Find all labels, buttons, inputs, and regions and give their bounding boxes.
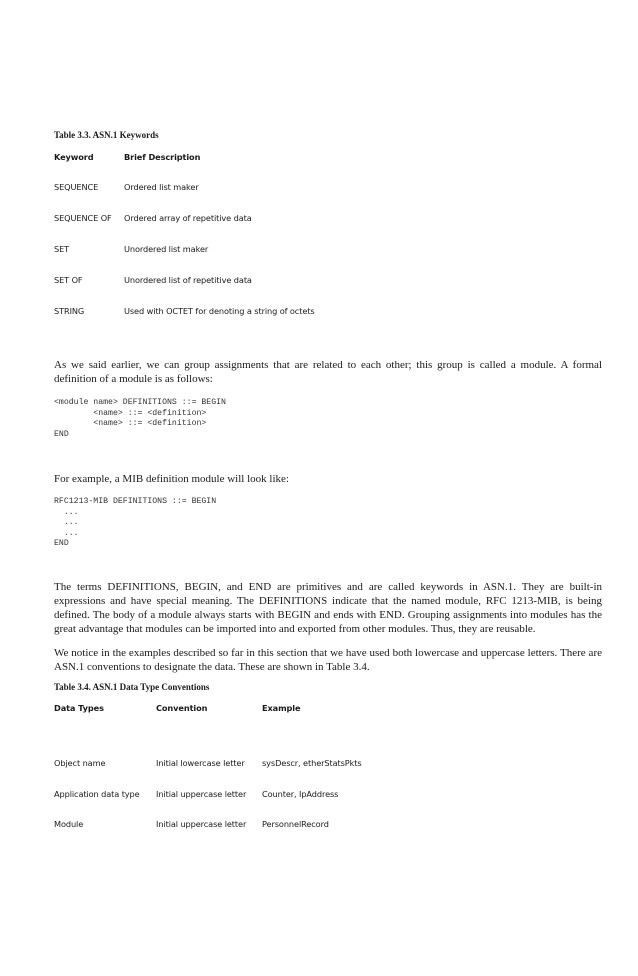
- table-row-description: Unordered list of repetitive data: [124, 275, 252, 285]
- table-row-convention: Initial uppercase letter: [156, 789, 247, 799]
- code-line: RFC1213-MIB DEFINITIONS ::= BEGIN: [54, 497, 217, 506]
- table-row-description: Used with OCTET for denoting a string of octets: [124, 306, 315, 316]
- table-row-example: Counter, IpAddress: [262, 789, 339, 799]
- code-line: ...: [54, 518, 79, 527]
- table-row-keyword: STRING: [54, 306, 85, 316]
- code-line: ...: [54, 528, 79, 538]
- table-row-description: Ordered array of repetitive data: [124, 213, 252, 223]
- table-row-data-type: Application data type: [54, 789, 140, 799]
- table-3-3-header-description: Brief Description: [124, 152, 201, 162]
- table-row-keyword: SEQUENCE OF: [54, 213, 112, 223]
- table-row-convention: Initial uppercase letter: [156, 819, 247, 829]
- table-row-keyword: SEQUENCE: [54, 182, 99, 192]
- table-3-4-caption: Table 3.4. ASN.1 Data Type Conventions: [54, 682, 210, 692]
- paragraph-keywords-explanation: The terms DEFINITIONS, BEGIN, and END are primitives and are called keywords in ASN.1. They are built-in expressions and have special meaning. The DEFINITIONS indicate that the named module, RFC 1213-MIB, is being defined. The body of a module always starts with BEGIN and ends with END. Grouping assignments into modules has the great advantage that modules can be imported into and exported from other modules. Thus, they are reusable.: [54, 581, 602, 635]
- code-line: <name> ::= <definition>: [54, 408, 207, 418]
- table-3-4-header-data-types: Data Types: [54, 703, 104, 713]
- code-line: END: [54, 429, 69, 439]
- table-3-3-header-keyword: Keyword: [54, 152, 94, 162]
- paragraph-module-definition: As we said earlier, we can group assignments that are related to each other; this group is called a module. A formal definition of a module is as follows:: [54, 359, 602, 385]
- code-line: END: [54, 539, 69, 548]
- table-row-description: Unordered list maker: [124, 244, 209, 254]
- table-3-4-header-example: Example: [262, 703, 301, 713]
- table-3-4-header-convention: Convention: [156, 703, 208, 713]
- code-line: <name> ::= <definition>: [54, 419, 207, 428]
- code-block-mib-example: [54, 497, 216, 550]
- code-block-module-syntax: [54, 398, 226, 440]
- table-3-3-caption: Table 3.3. ASN.1 Keywords: [54, 130, 159, 140]
- code-line: <module name> DEFINITIONS ::= BEGIN: [54, 398, 226, 407]
- paragraph-conventions-intro: We notice in the examples described so far in this section that we have used both lowercase and uppercase letters. There are ASN.1 conventions to designate the data. These are shown in Table 3.4.: [54, 647, 602, 673]
- paragraph-mib-example: For example, a MIB definition module will look like:: [54, 473, 289, 485]
- code-line: ...: [54, 507, 79, 517]
- table-row-keyword: SET: [54, 244, 70, 254]
- table-row-keyword: SET OF: [54, 275, 83, 285]
- table-row-convention: Initial lowercase letter: [156, 758, 245, 768]
- table-row-description: Ordered list maker: [124, 182, 199, 192]
- table-row-example: sysDescr, etherStatsPkts: [262, 758, 362, 768]
- table-row-example: PersonnelRecord: [262, 819, 329, 829]
- table-row-data-type: Object name: [54, 758, 106, 768]
- table-row-data-type: Module: [54, 819, 84, 829]
